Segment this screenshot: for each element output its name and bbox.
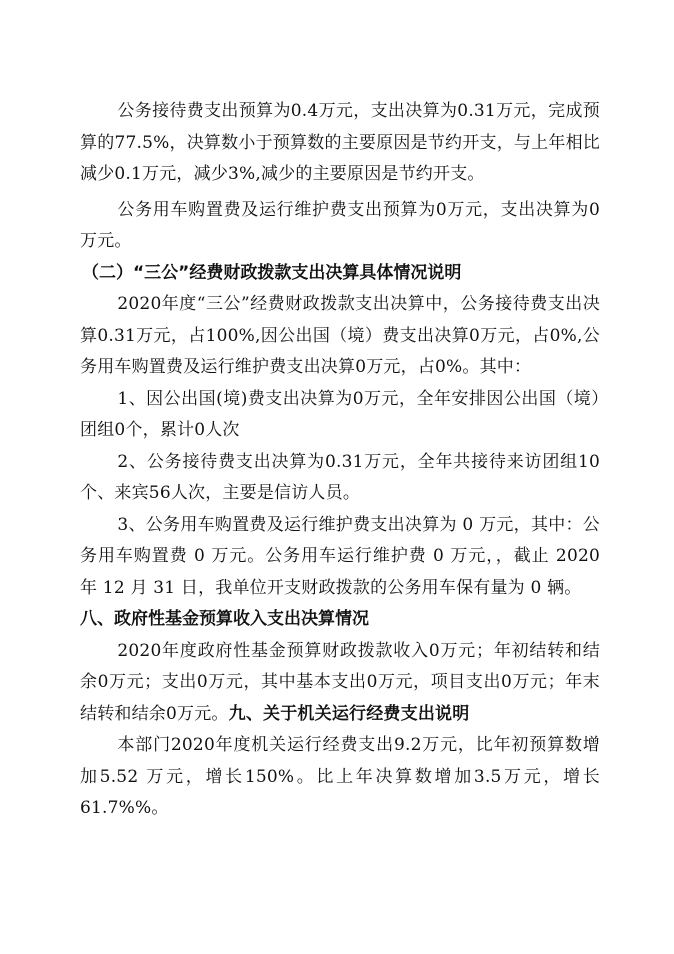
document-page (80, 96, 600, 825)
paragraph-reception-expense: 公务接待费支出预算为0.4万元，支出决算为0.31万元，完成预算的77.5%，决算数小于预算数的主要原因是节约开支，与上年相比减少0.1万元，减少3%,减少的主要原因是节约开支。 (80, 101, 600, 184)
section-heading-operating-expense: 九、关于机关运行经费支出说明 (228, 703, 470, 724)
paragraph-vehicle-expense: 公务用车购置费及运行维护费支出预算为0万元，支出决算为0万元。 (80, 199, 600, 251)
paragraph-overseas-expense: 1、因公出国(境)费支出决算为0万元，全年安排因公出国（境）团组0个，累计0人次 (80, 388, 600, 440)
paragraph-reception-detail: 2、公务接待费支出决算为0.31万元，全年共接待来访团组10个、来宾56人次，主要是信访人员。 (80, 451, 600, 503)
paragraph-vehicle-detail: 3、公务用车购置费及运行维护费支出决算为 0 万元，其中：公务用车购置费 0 万元。公务用车运行维护费 0 万元，，截止 2020 年 12 月 31 日，我单位开支财政拨款的公务用车保有量为 0 辆。 (80, 514, 600, 598)
paragraph-operating-expense: 本部门2020年度机关运行经费支出9.2万元，比年初预算数增加5.52 万元，增长150%。比上年决算数增加3.5万元，增长61.7%%。 (80, 735, 600, 818)
section-heading-government-fund: 八、政府性基金预算收入支出决算情况 (80, 609, 369, 629)
section-heading-three-public: （二）“三公”经费财政拨款支出决算具体情况说明 (82, 262, 462, 283)
paragraph-three-public-summary: 2020年度“三公”经费财政拨款支出决算中，公务接待费支出决算0.31万元，占100%,因公出国（境）费支出决算0万元，占0%,公务用车购置费及运行维护费支出决算0万元，占0%。其中： (80, 294, 600, 377)
government-fund-text: 2020年度政府性基金预算财政拨款收入0万元；年初结转和结余0万元；支出0万元，其中基本支出0万元，项目支出0万元；年末结转和结余0万元。 (80, 640, 600, 724)
paragraph-government-fund (80, 636, 600, 731)
